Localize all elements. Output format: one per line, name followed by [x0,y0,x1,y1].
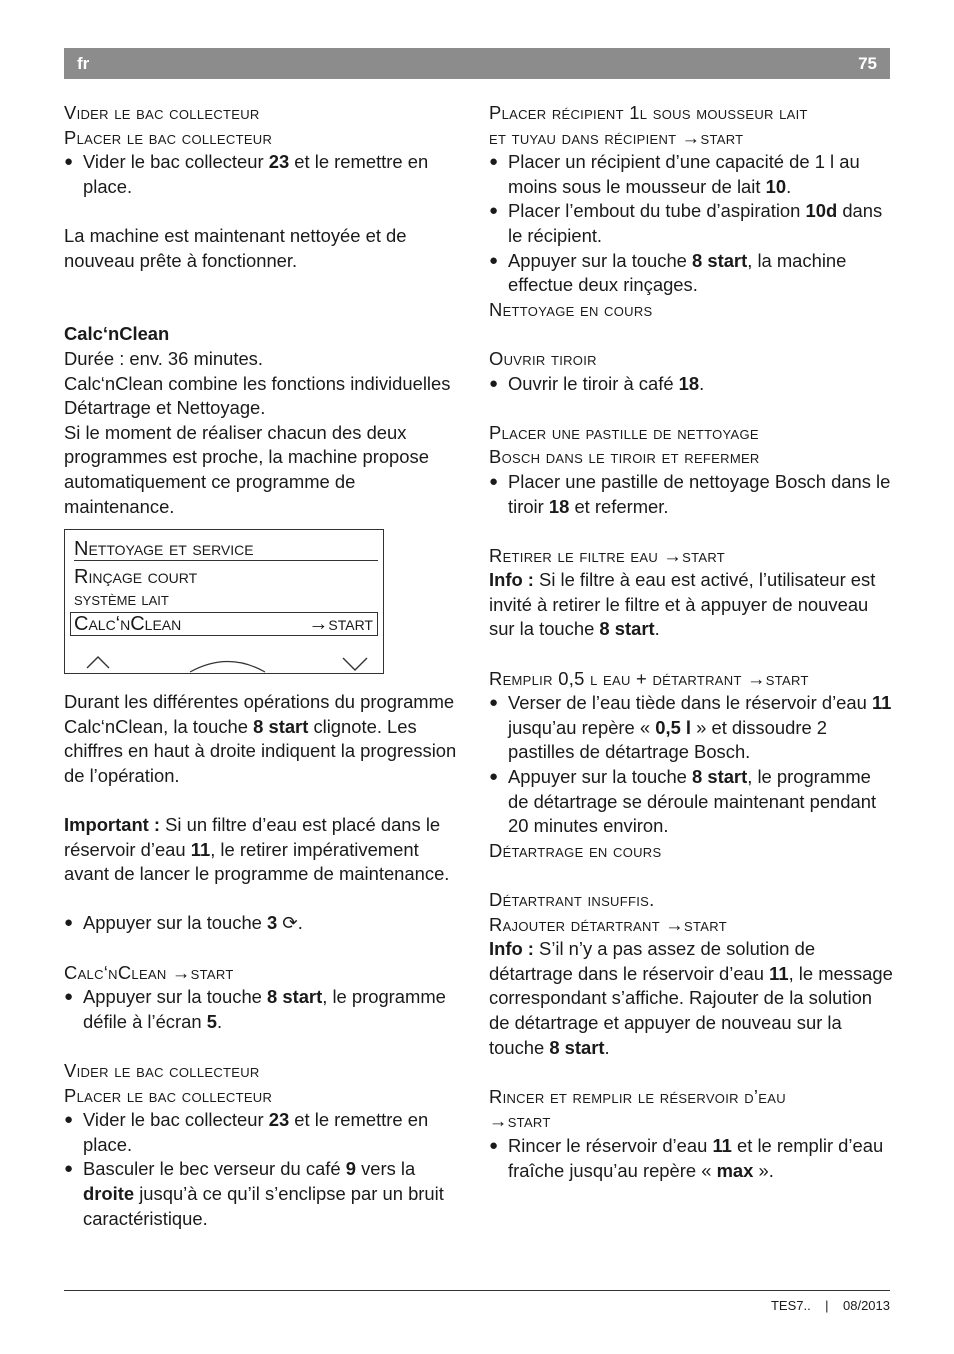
section-heading: Placer le bac collecteur [64,1084,273,1106]
right-column [489,101,894,1183]
display-row: système lait [74,589,169,611]
display-navigation [65,648,385,674]
footer-separator: | [825,1298,829,1313]
section-heading: Détartrant insuffis. [489,889,655,910]
paragraph: La machine est maintenant nettoyée et de nouveau prête à fonctionner. [64,224,407,271]
info-note: Info : S’il n’y a pas assez de solution de détartrage dans le réservoir d’eau 11, le message correspondant s’affiche. Rajouter de la solution de détartrage et appuyer de nouveau sur la touche 8 start. [489,938,893,1058]
section-heading: et tuyau dans récipient →start [489,126,744,148]
paragraph: Durant les différentes opérations du programme Calc‘nClean, la touche 8 start clignote. Les chiffres en haut à droite indiquent la progression de l’opération. [64,691,457,786]
section-heading: Calc‘nClean →start [64,961,234,983]
section-heading: Vider le bac collecteur [64,102,260,123]
section-heading: Placer récipient 1l sous mousseur lait [489,102,808,123]
info-note: Info : Si le filtre à eau est activé, l’utilisateur est invité à retirer le filtre et à appuyer de nouveau sur la touche 8 start. [489,569,876,640]
footer-divider [64,1290,890,1291]
important-note: Important : Si un filtre d’eau est placé dans le réservoir d’eau 11, le retirer impérativement avant de lancer le programme de maintenance. [64,814,450,885]
section-heading: Rajouter détartrant →start [489,913,727,935]
display-start-label: →start [308,613,373,636]
section-heading: Rincer et remplir le réservoir d’eau [489,1085,786,1107]
section-heading: →start [489,1110,551,1132]
section-heading: Remplir 0,5 l eau + détartrant →start [489,667,809,689]
bullet-item: ● Rincer le réservoir d’eau 11 et le remplir d’eau fraîche jusqu’au repère « max ». [489,1134,894,1183]
language-label: fr [77,54,90,73]
display-row-selected: Calc‘nClean →start [70,612,378,636]
section-heading: Placer une pastille de nettoyage [489,421,759,443]
display-row-title: Nettoyage et service [74,538,378,561]
page-number: 75 [858,54,877,73]
bullet-item: ● Vider le bac collecteur 23 et le remettre en place. [64,150,464,199]
section-heading: Ouvrir tiroir [489,347,597,369]
bullet-item: ● Placer l’embout du tube d’aspiration 10d dans le récipient. [489,199,894,248]
section-heading: Nettoyage en cours [489,298,653,320]
bullet-item: ● Basculer le bec verseur du café 9 vers la droite jusqu’à ce qu’il s’enclipse par un bruit caractéristique. [64,1157,464,1231]
page-footer [771,1298,890,1313]
bullet-item: ● Appuyer sur la touche 8 start, le programme défile à l’écran 5. [64,985,464,1034]
paragraph: Si le moment de réaliser chacun des deux programmes est proche, la machine propose automatiquement ce programme de maintenance. [64,421,429,517]
chevron-up-icon [87,657,109,668]
calc-duration: Durée : env. 36 minutes. [64,347,263,369]
model-label: TES7.. [770,1298,811,1313]
section-heading: Vider le bac collecteur [64,1060,260,1081]
bullet-item: ● Ouvrir le tiroir à café 18. [489,372,894,397]
page-header [64,48,890,79]
bullet-item: ● Appuyer sur la touche 3 ⟳. [64,911,464,936]
display-row: Rinçage court [74,566,198,589]
bullet-item: ● Placer une pastille de nettoyage Bosch dans le tiroir 18 et refermer. [489,470,894,519]
bullet-item: ● Appuyer sur la touche 8 start, la machine effectue deux rinçages. [489,249,894,298]
section-heading: Placer le bac collecteur [64,126,273,148]
section-heading: Détartrage en cours [489,839,662,861]
bullet-item: ● Appuyer sur la touche 8 start, le programme de détartrage se déroule maintenant pendant 20 minutes environ. [489,765,894,839]
calc-title: Calc‘nClean [64,323,170,345]
date-label: 08/2013 [843,1298,890,1313]
section-heading: Bosch dans le tiroir et refermer [489,446,760,468]
section-heading: Retirer le filtre eau →start [489,544,726,566]
chevron-down-icon [343,658,367,670]
paragraph: Calc‘nClean combine les fonctions individuelles Détartrage et Nettoyage. [64,372,451,419]
selector-arc [190,662,265,673]
bullet-item: ● Vider le bac collecteur 23 et le remettre en place. [64,1108,464,1157]
bullet-item: ● Placer un récipient d’une capacité de 1 l au moins sous le mousseur de lait 10. [489,150,894,199]
left-column [64,101,464,1231]
bullet-item: ● Verser de l’eau tiède dans le réservoir d’eau 11 jusqu’au repère « 0,5 l » et dissoudre 2 pastilles de détartrage Bosch. [489,691,894,765]
display-panel [64,529,384,674]
